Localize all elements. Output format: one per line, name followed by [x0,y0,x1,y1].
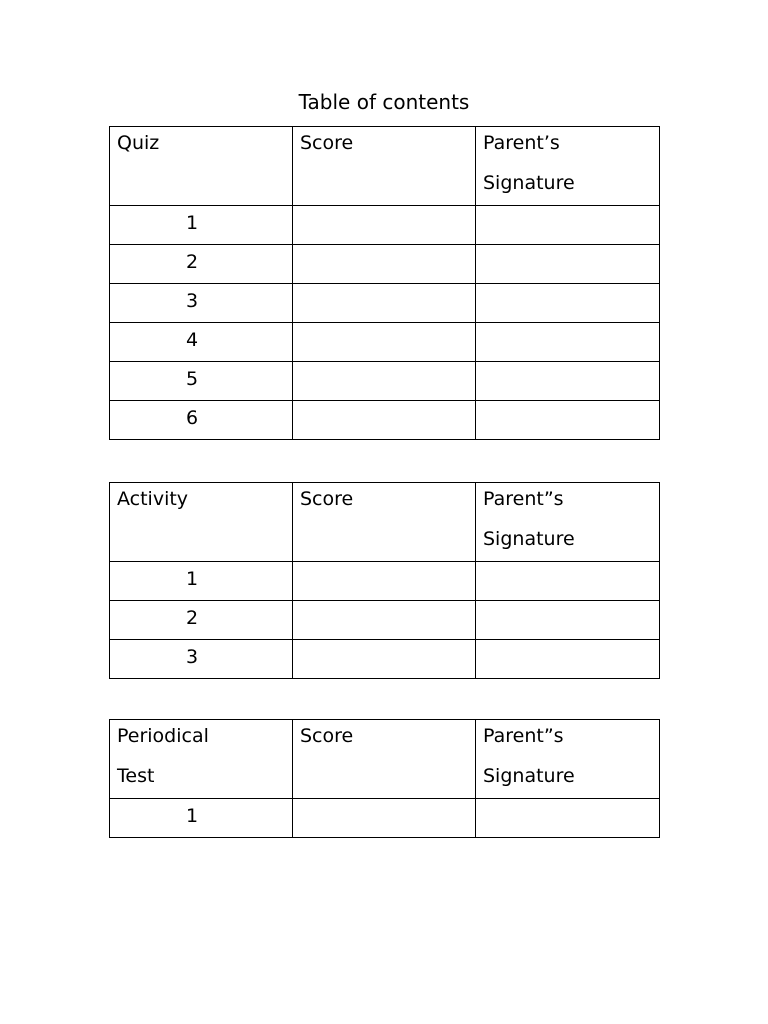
row-number-cell: 4 [110,323,293,362]
signature-cell[interactable] [476,401,660,440]
row-number-cell: 1 [110,206,293,245]
row-number-cell: 1 [110,799,293,838]
row-number-cell: 1 [110,562,293,601]
table-row [110,206,660,245]
row-number-cell: 6 [110,401,293,440]
row-number-cell: 5 [110,362,293,401]
header-cell-periodical-test [110,720,293,799]
header-cell-activity [110,483,293,562]
score-cell[interactable] [293,799,476,838]
periodical-test-table [109,719,660,838]
signature-cell[interactable] [476,640,660,679]
table-row [110,401,660,440]
table-row [110,640,660,679]
score-cell[interactable] [293,601,476,640]
score-cell[interactable] [293,206,476,245]
activity-table [109,482,660,679]
table-header-row [110,483,660,562]
signature-cell[interactable] [476,799,660,838]
table-row [110,362,660,401]
score-cell[interactable] [293,284,476,323]
header-label: Periodical Test [117,725,209,787]
header-cell-score [293,720,476,799]
score-cell[interactable] [293,401,476,440]
header-label: Parent’s Signature [483,132,575,194]
signature-cell[interactable] [476,284,660,323]
page-title: Table of contents [298,90,470,114]
header-label: Score [300,725,354,747]
table-header-row [110,127,660,206]
row-number-cell: 3 [110,640,293,679]
table-header-row [110,720,660,799]
header-cell-score [293,127,476,206]
row-number-cell: 3 [110,284,293,323]
score-cell[interactable] [293,562,476,601]
score-cell[interactable] [293,640,476,679]
header-cell-score [293,483,476,562]
table-row [110,245,660,284]
header-cell-quiz [110,127,293,206]
signature-cell[interactable] [476,206,660,245]
score-cell[interactable] [293,362,476,401]
table-row [110,601,660,640]
header-label: Score [300,488,354,510]
table-row [110,799,660,838]
row-number-cell: 2 [110,601,293,640]
signature-cell[interactable] [476,323,660,362]
header-label: Parent”s Signature [483,725,575,787]
score-cell[interactable] [293,245,476,284]
table-row [110,323,660,362]
header-cell-parent-signature [476,127,660,206]
table-row [110,284,660,323]
quiz-table [109,126,660,440]
header-label: Activity [117,488,189,510]
header-label: Score [300,132,354,154]
signature-cell[interactable] [476,245,660,284]
score-cell[interactable] [293,323,476,362]
header-label: Parent”s Signature [483,488,575,550]
header-label: Quiz [117,132,160,154]
signature-cell[interactable] [476,562,660,601]
table-row [110,562,660,601]
signature-cell[interactable] [476,601,660,640]
signature-cell[interactable] [476,362,660,401]
row-number-cell: 2 [110,245,293,284]
header-cell-parent-signature [476,720,660,799]
header-cell-parent-signature [476,483,660,562]
